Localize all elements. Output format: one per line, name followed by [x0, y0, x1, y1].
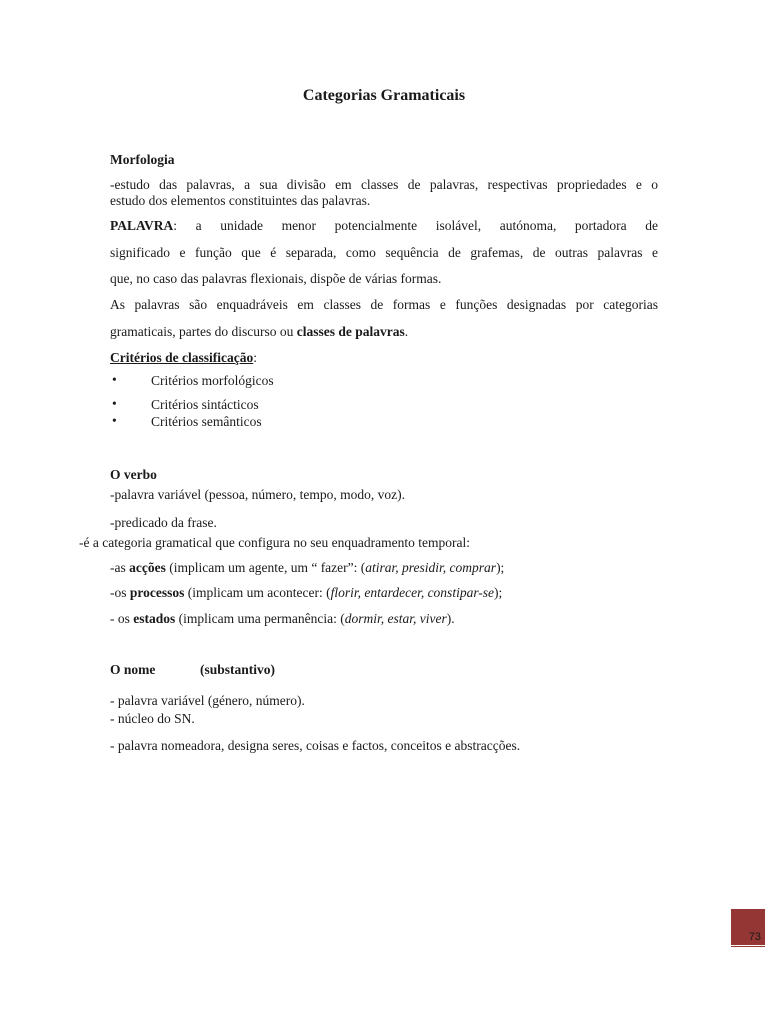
palavra-line1	[110, 218, 658, 234]
page-number: 73	[748, 931, 761, 943]
bullet-icon: •	[112, 413, 117, 428]
processos-pre: -os	[110, 585, 130, 600]
classes-de-palavras-term: classes de palavras	[296, 324, 405, 339]
verbo-estados	[110, 611, 455, 627]
estados-post: ).	[446, 611, 455, 626]
processos-mid: (implicam um acontecer: (	[184, 585, 331, 600]
criterio-item: Critérios morfológicos	[151, 373, 274, 388]
nome-line3: - palavra nomeadora, designa seres, coisas e factos, conceitos e abstracções.	[110, 738, 521, 753]
processos-term: processos	[129, 585, 185, 600]
verbo-line1: -palavra variável (pessoa, número, tempo, modo, voz).	[110, 487, 406, 502]
processos-post: );	[494, 585, 503, 600]
accoes-post: );	[496, 560, 505, 575]
verbo-line3: -é a categoria gramatical que configura no seu enquadramento temporal:	[79, 535, 470, 550]
accoes-mid: (implicam um agente, um “ fazer”: (	[165, 560, 366, 575]
palavra-line2-wrap	[110, 245, 658, 261]
estados-mid: (implicam uma permanência: (	[175, 611, 345, 626]
classes-paragraph	[110, 297, 658, 313]
accoes-pre: -as	[110, 560, 130, 575]
classes-line2	[110, 324, 408, 340]
criterio-item: Critérios sintácticos	[151, 397, 259, 412]
palavra-term: PALAVRA	[110, 218, 174, 233]
estados-examples: dormir, estar, viver	[344, 611, 447, 626]
classes-line2-pre: gramaticais, partes do discurso ou	[110, 324, 297, 339]
verbo-heading: O verbo	[110, 467, 157, 482]
morfologia-definition-line2: estudo dos elementos constituintes das palavras.	[110, 193, 371, 208]
verbo-processos	[110, 585, 502, 601]
classes-line1: As palavras são enquadráveis em classes de formas e funções designadas por categorias	[110, 297, 658, 312]
palavra-line2: significado e função que é separada, como sequência de grafemas, de outras palavras e	[110, 245, 658, 260]
criterios-heading-text: Critérios de classificação	[110, 350, 254, 365]
nome-line1: - palavra variável (género, número).	[110, 693, 305, 708]
nome-heading-substantivo: (substantivo)	[200, 662, 276, 677]
verbo-accoes	[110, 560, 504, 576]
bullet-icon: •	[112, 396, 117, 411]
nome-heading: O nome	[110, 662, 156, 677]
palavra-line3: que, no caso das palavras flexionais, dispõe de várias formas.	[110, 271, 442, 286]
estados-term: estados	[133, 611, 176, 626]
classes-line2-post: .	[404, 324, 409, 339]
estados-pre: - os	[110, 611, 134, 626]
criterio-item: Critérios semânticos	[151, 414, 262, 429]
bullet-icon: •	[112, 372, 117, 387]
palavra-paragraph	[110, 218, 658, 234]
page-number-box	[731, 909, 765, 945]
morfologia-heading: Morfologia	[110, 152, 175, 167]
page-number-rule	[731, 946, 765, 947]
processos-examples: florir, entardecer, constipar-se	[330, 585, 495, 600]
accoes-term: acções	[129, 560, 166, 575]
verbo-line2: -predicado da frase.	[110, 515, 217, 530]
palavra-line1-text: : a unidade menor potencialmente isolável, autónoma, portadora de	[173, 218, 658, 233]
criterios-heading	[110, 350, 257, 366]
morfologia-definition-line1: -estudo das palavras, a sua divisão em classes de palavras, respectivas propriedades e o	[110, 177, 658, 192]
accoes-examples: atirar, presidir, comprar	[365, 560, 497, 575]
criterios-heading-colon: :	[253, 350, 257, 365]
page-title: Categorias Gramaticais	[302, 87, 466, 104]
nome-line2: - núcleo do SN.	[110, 711, 195, 726]
morfologia-definition	[110, 177, 658, 193]
